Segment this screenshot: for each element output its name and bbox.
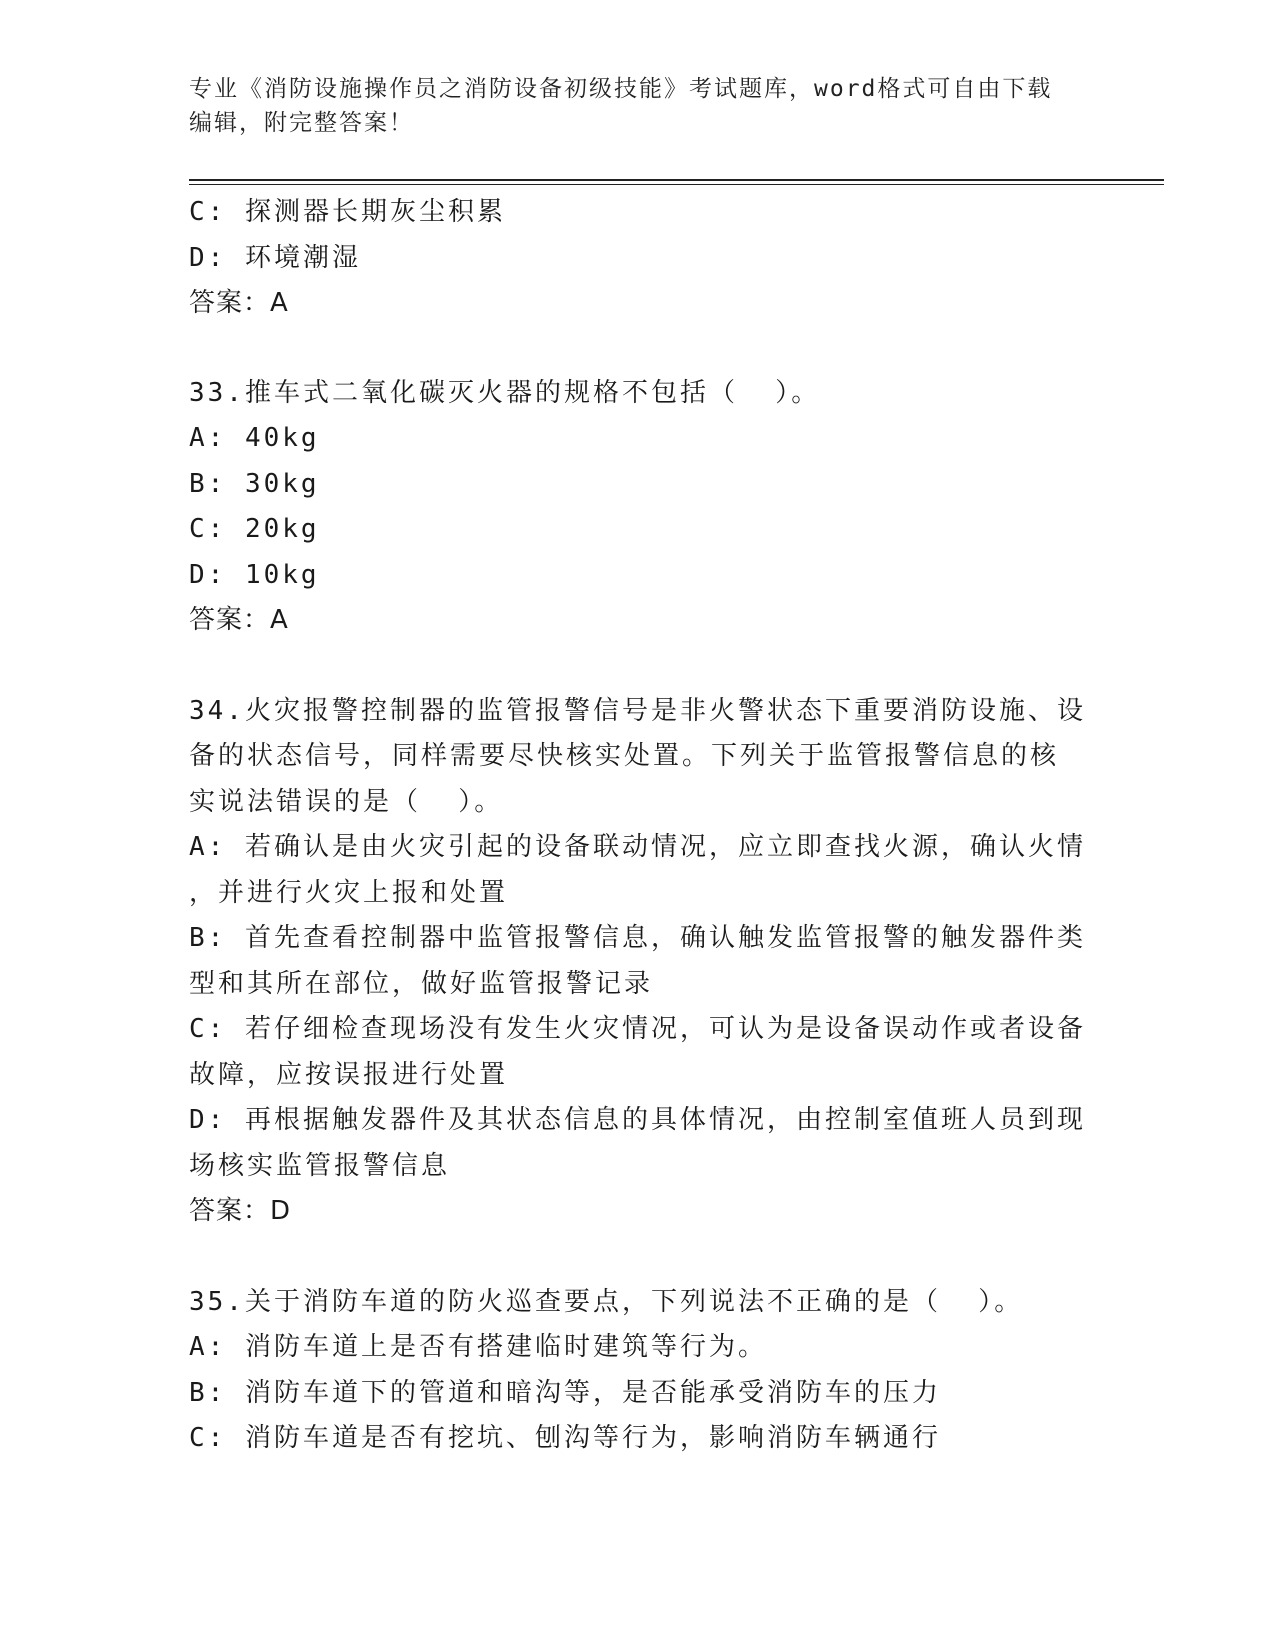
option-d: D: 再根据触发器件及其状态信息的具体情况，由控制室值班人员到现 xyxy=(189,1105,1086,1135)
option-c: C: 若仔细检查现场没有发生火灾情况，可认为是设备误动作或者设备 xyxy=(189,1014,1086,1044)
question-list xyxy=(189,190,1089,1462)
question-34 xyxy=(189,689,1089,1235)
option-a: A: 若确认是由火灾引起的设备联动情况，应立即查找火源，确认火情 xyxy=(189,832,1086,862)
question-32-tail xyxy=(189,190,1089,327)
question-35 xyxy=(189,1280,1089,1462)
question-stem-line: 34.火灾报警控制器的监管报警信号是非火警状态下重要消防设施、设 xyxy=(189,695,1086,726)
option-c: C: 探测器长期灰尘积累 xyxy=(189,197,506,227)
question-stem: 35.关于消防车道的防火巡查要点，下列说法不正确的是（ ）。 xyxy=(189,1286,1024,1317)
option-d: D: 环境潮湿 xyxy=(189,242,361,273)
question-stem-line: 实说法错误的是（ ）。 xyxy=(189,786,504,817)
option-b-continued: 型和其所在部位，做好监管报警记录 xyxy=(189,968,654,999)
option-c: C: 消防车道是否有挖坑、刨沟等行为，影响消防车辆通行 xyxy=(189,1423,941,1453)
option-b: B: 30kg xyxy=(189,468,320,499)
question-33 xyxy=(189,371,1089,644)
option-b: B: 消防车道下的管道和暗沟等，是否能承受消防车的压力 xyxy=(189,1377,941,1408)
answer-line: 答案：A xyxy=(189,605,289,635)
option-d-continued: 场核实监管报警信息 xyxy=(189,1150,451,1181)
option-a: A: 消防车道上是否有搭建临时建筑等行为。 xyxy=(189,1332,767,1362)
option-c: C: 20kg xyxy=(189,514,320,544)
header-divider-thick xyxy=(189,179,1164,181)
answer-line: 答案：D xyxy=(189,1196,292,1226)
document-header: 专业《消防设施操作员之消防设备初级技能》考试题库，word格式可自由下载编辑，附完整答案！ xyxy=(189,76,1053,136)
option-b: B: 首先查看控制器中监管报警信息，确认触发监管报警的触发器件类 xyxy=(189,923,1086,953)
option-d: D: 10kg xyxy=(189,559,320,590)
header-divider-thin xyxy=(189,184,1164,185)
option-a-continued: ，并进行火灾上报和处置 xyxy=(189,877,509,908)
question-stem-line: 备的状态信号，同样需要尽快核实处置。下列关于监管报警信息的核 xyxy=(189,741,1060,771)
option-c-continued: 故障，应按误报进行处置 xyxy=(189,1059,509,1090)
question-stem: 33.推车式二氧化碳灭火器的规格不包括（ ）。 xyxy=(189,377,821,408)
option-a: A: 40kg xyxy=(189,423,320,453)
answer-line: 答案：A xyxy=(189,288,289,318)
